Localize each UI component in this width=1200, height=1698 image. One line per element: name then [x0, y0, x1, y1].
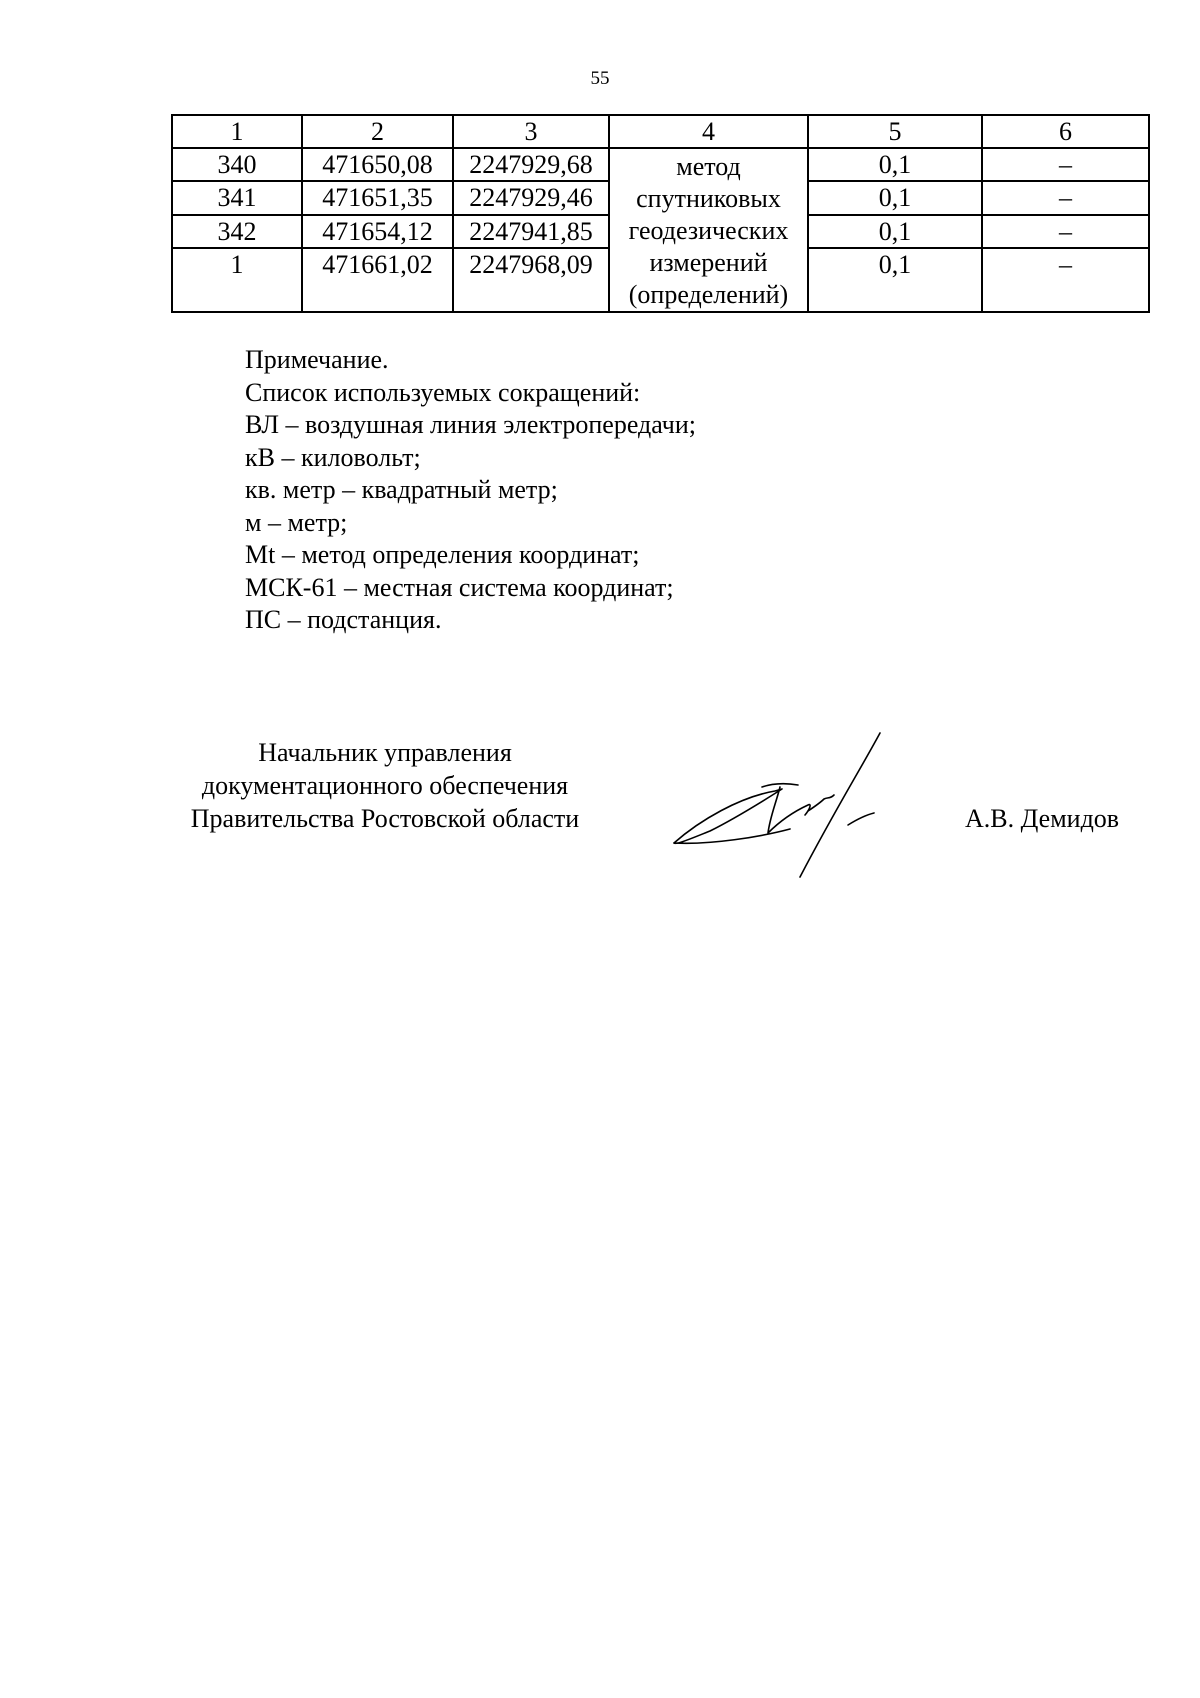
- point-number-cell: 340: [172, 148, 302, 181]
- method-line: геодезических: [628, 216, 789, 245]
- x-coordinate-cell: 471661,02: [302, 248, 453, 312]
- table-header-cell: 2: [302, 115, 453, 148]
- accuracy-cell: 0,1: [808, 148, 982, 181]
- signer-position-line: документационного обеспечения: [201, 771, 569, 800]
- method-line: (определений): [628, 280, 789, 309]
- table-header-cell: 5: [808, 115, 982, 148]
- method-line: спутниковых: [636, 184, 781, 213]
- accuracy-cell: 0,1: [808, 248, 982, 312]
- table-header-cell: 1: [172, 115, 302, 148]
- x-coordinate-cell: 471651,35: [302, 181, 453, 214]
- note-line: кВ – киловольт;: [245, 442, 421, 472]
- note-line: кв. метр – квадратный метр;: [245, 475, 558, 504]
- table-row: [172, 148, 1149, 181]
- note-line: МСК-61 – местная система координат;: [245, 572, 674, 602]
- y-coordinate-cell: 2247941,85: [453, 215, 609, 248]
- table-header-cell: 6: [982, 115, 1149, 148]
- y-coordinate-cell: 2247968,09: [453, 248, 609, 312]
- description-cell: –: [982, 148, 1149, 181]
- note-title: Примечание.: [245, 345, 389, 374]
- note-line: м – метр;: [245, 507, 348, 537]
- coordinates-table: [171, 114, 1150, 313]
- note-line: ПС – подстанция.: [245, 605, 442, 634]
- description-cell: –: [982, 181, 1149, 214]
- y-coordinate-cell: 2247929,46: [453, 181, 609, 214]
- point-number-cell: 341: [172, 181, 302, 214]
- accuracy-cell: 0,1: [808, 215, 982, 248]
- method-cell: [609, 148, 808, 312]
- x-coordinate-cell: 471654,12: [302, 215, 453, 248]
- table-header-row: [172, 115, 1149, 148]
- x-coordinate-cell: 471650,08: [302, 148, 453, 181]
- accuracy-cell: 0,1: [808, 181, 982, 214]
- method-line: метод: [676, 152, 741, 181]
- signer-position-line: Правительства Ростовской области: [190, 804, 580, 833]
- table-header-cell: 3: [453, 115, 609, 148]
- page-number: 55: [590, 68, 610, 89]
- point-number-cell: 1: [172, 248, 302, 312]
- note-line: Mt – метод определения координат;: [245, 540, 640, 569]
- method-line: измерений: [649, 248, 768, 277]
- note-section: [245, 344, 696, 637]
- handwritten-signature: [670, 725, 930, 885]
- description-cell: –: [982, 215, 1149, 248]
- signer-position-line: Начальник управления: [258, 738, 512, 767]
- y-coordinate-cell: 2247929,68: [453, 148, 609, 181]
- signer-position: [160, 736, 610, 835]
- signer-name: А.В. Демидов: [965, 804, 1120, 833]
- note-line: Список используемых сокращений:: [245, 377, 641, 407]
- note-line: ВЛ – воздушная линия электропередачи;: [245, 410, 696, 439]
- description-cell: –: [982, 248, 1149, 312]
- table-header-cell: 4: [609, 115, 808, 148]
- point-number-cell: 342: [172, 215, 302, 248]
